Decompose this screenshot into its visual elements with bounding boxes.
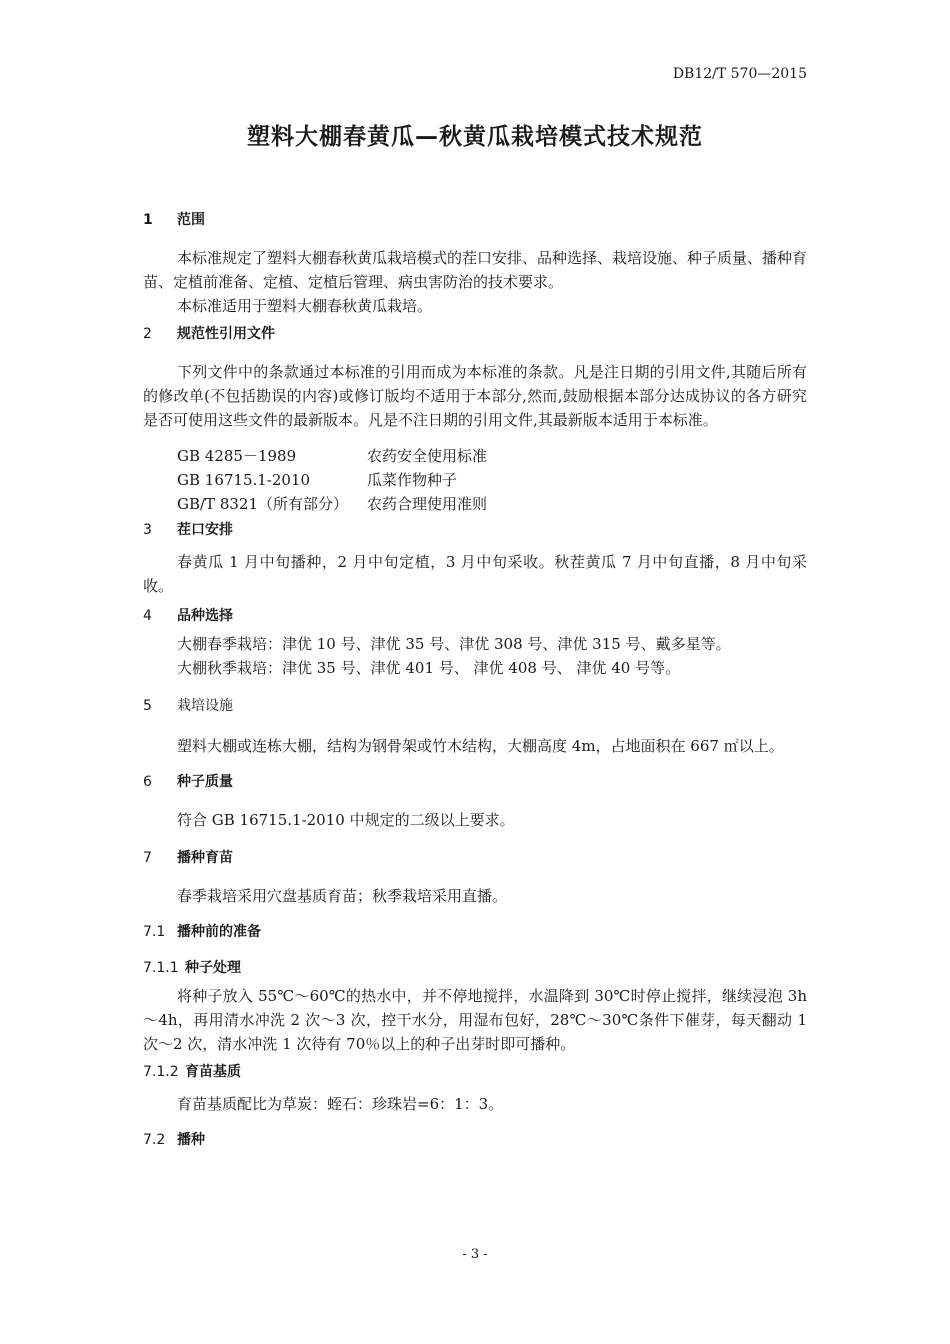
document-code: DB12/T 570—2015	[672, 66, 807, 82]
reference-row: GB/T 8321（所有部分） 农药合理使用准则	[177, 495, 488, 513]
reference-row: GB 4285－1989 农药安全使用标准	[177, 447, 488, 465]
section-heading-1: 1 范围	[143, 212, 205, 228]
section-heading-7-1: 7.1 播种前的准备	[143, 924, 261, 940]
paragraph: 符合 GB 16715.1-2010 中规定的二级以上要求。	[177, 811, 515, 829]
section-heading-4: 4 品种选择	[143, 608, 233, 624]
section-heading-7-1-1: 7.1.1 种子处理	[143, 960, 241, 976]
section-heading-6: 6 种子质量	[143, 774, 233, 790]
paragraph: 本标准规定了塑料大棚春秋黄瓜栽培模式的茬口安排、品种选择、栽培设施、种子质量、播种育苗、定植前准备、定植、定植后管理、病虫害防治的技术要求。	[143, 249, 808, 291]
paragraph: 本标准适用于塑料大棚春秋黄瓜栽培。	[177, 297, 433, 315]
paragraph: 春季栽培采用穴盘基质育苗；秋季栽培采用直播。	[177, 887, 508, 905]
paragraph: 育苗基质配比为草炭：蛭石：珍珠岩=6：1：3。	[177, 1095, 504, 1113]
section-heading-2: 2 规范性引用文件	[143, 326, 275, 342]
paragraph: 将种子放入 55℃～60℃的热水中，并不停地搅拌，水温降到 30℃时停止搅拌，继续浸泡 3h～4h，再用清水冲洗 2 次～3 次，控干水分，用湿布包好，28℃～30℃条件下催芽，每天翻动 1 次～2 次，清水冲洗 1 次待有 70％以上的种子出芽时即可播种。	[143, 987, 807, 1053]
section-heading-3: 3 茬口安排	[143, 522, 233, 538]
paragraph: 大棚春季栽培：津优 10 号、津优 35 号、津优 308 号、津优 315 号、戴多星等。	[177, 635, 731, 653]
document-body	[143, 208, 807, 1152]
reference-row: GB 16715.1-2010 瓜菜作物种子	[177, 471, 458, 489]
document-title: 塑料大棚春黄瓜—秋黄瓜栽培模式技术规范	[247, 124, 703, 150]
page-number: - 3 -	[462, 1247, 488, 1262]
paragraph: 春黄瓜 1 月中旬播种，2 月中旬定植，3 月中旬采收。秋茬黄瓜 7 月中旬直播，8 月中旬采收。	[143, 553, 807, 595]
section-heading-7-2: 7.2 播种	[143, 1132, 205, 1148]
section-heading-7-1-2: 7.1.2 育苗基质	[143, 1064, 241, 1080]
paragraph: 塑料大棚或连栋大棚，结构为钢骨架或竹木结构，大棚高度 4m，占地面积在 667 ㎡以上。	[177, 737, 784, 755]
section-heading-7: 7 播种育苗	[143, 850, 233, 866]
paragraph: 下列文件中的条款通过本标准的引用而成为本标准的条款。凡是注日期的引用文件,其随后所有的修改单(不包括勘误的内容)或修订版均不适用于本部分,然而,鼓励根据本部分达成协议的各方研究是否可使用这些文件的最新版本。凡是不注日期的引用文件,其最新版本适用于本标准。	[143, 363, 807, 429]
paragraph: 大棚秋季栽培：津优 35 号、津优 401 号、 津优 408 号、 津优 40 号等。	[177, 659, 681, 677]
section-heading-5: 5 栽培设施	[143, 698, 233, 714]
